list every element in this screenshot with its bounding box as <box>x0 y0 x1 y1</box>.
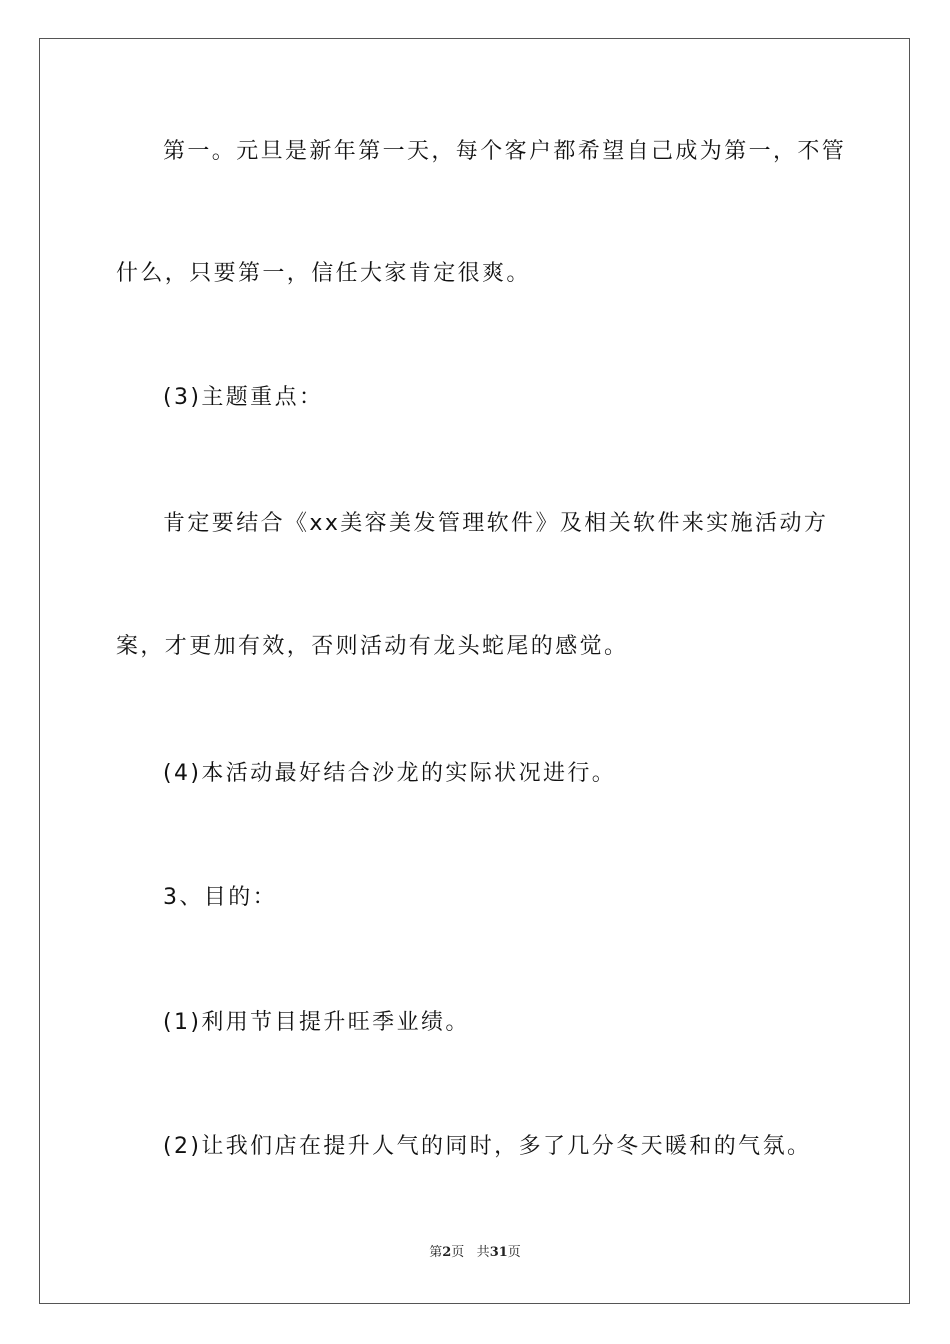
footer-page-suffix: 页 <box>451 1245 465 1260</box>
footer-total-prefix: 共 <box>476 1245 490 1260</box>
paragraph-line: 什么，只要第一，信任大家肯定很爽。 <box>116 261 531 286</box>
page-footer <box>0 1244 950 1262</box>
list-item: (1)利用节目提升旺季业绩。 <box>163 1010 470 1035</box>
footer-total-suffix: 页 <box>507 1245 521 1260</box>
page-border <box>39 38 910 1304</box>
section-heading: (3)主题重点： <box>163 385 324 410</box>
footer-page-prefix: 第 <box>429 1245 443 1260</box>
paragraph-line: (4)本活动最好结合沙龙的实际状况进行。 <box>163 761 617 786</box>
paragraph-line: 肯定要结合《xx美容美发管理软件》及相关软件来实施活动方 <box>163 511 829 536</box>
footer-total-pages: 31 <box>489 1245 508 1260</box>
section-heading: 3、目的： <box>163 885 277 910</box>
paragraph-line: 第一。元旦是新年第一天，每个客户都希望自己成为第一，不管 <box>163 139 847 164</box>
paragraph-line: 案，才更加有效，否则活动有龙头蛇尾的感觉。 <box>116 634 629 659</box>
list-item: (2)让我们店在提升人气的同时，多了几分冬天暖和的气氛。 <box>163 1134 812 1159</box>
footer-page-number: 2 <box>442 1245 452 1260</box>
